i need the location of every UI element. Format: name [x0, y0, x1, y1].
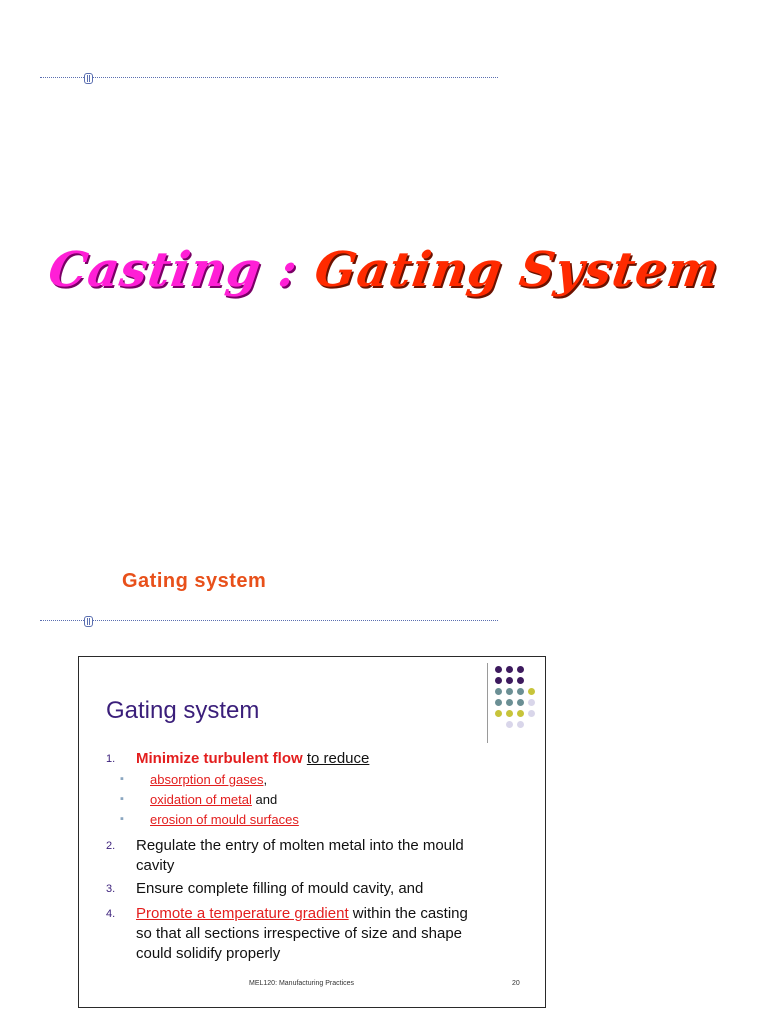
bullet-icon: ▪: [120, 813, 124, 825]
sub-item-red-text: oxidation of metal: [150, 792, 252, 807]
item-text-line: could solidify properly: [136, 945, 281, 962]
item-underlined-text: to reduce: [306, 750, 370, 767]
decorative-dot: [506, 677, 513, 684]
decorative-dot: [506, 721, 513, 728]
middle-divider: [40, 616, 498, 626]
decorative-dot: [517, 666, 524, 673]
item-number: 1.: [106, 753, 116, 765]
title-part-casting: Casting :: [45, 242, 320, 298]
sub-item-red-text: absorption of gases: [150, 772, 264, 787]
decorative-dot: [528, 710, 535, 717]
item-number: 2.: [106, 840, 116, 852]
item-number: 4.: [106, 908, 116, 920]
decorative-dot: [517, 721, 524, 728]
slide-image: [78, 656, 546, 1008]
top-divider: [40, 73, 498, 83]
decorative-dot-grid: [495, 666, 555, 738]
section-heading: Gating system: [122, 570, 267, 592]
item-red-text: Minimize turbulent flow: [136, 750, 303, 767]
decorative-dot: [517, 677, 524, 684]
decorative-dot: [495, 677, 502, 684]
bullet-icon: ▪: [120, 773, 124, 785]
decorative-dot: [517, 699, 524, 706]
decorative-dot: [517, 710, 524, 717]
decorative-dot: [506, 666, 513, 673]
item-red-text: Promote a temperature gradient: [136, 905, 349, 922]
decorative-dot: [495, 699, 502, 706]
item-text-line: so that all sections irrespective of size and shape: [136, 925, 463, 942]
item-text-line: Ensure complete filling of mould cavity, and: [136, 880, 424, 897]
decorative-dot: [495, 666, 502, 673]
decorative-dot: [506, 688, 513, 695]
item-text-line: Regulate the entry of molten metal into the mould: [136, 837, 464, 854]
item-text-line: cavity: [136, 857, 175, 874]
footer-page-number: 20: [512, 980, 520, 987]
slide-vertical-rule: [487, 663, 488, 743]
decorative-dot: [517, 688, 524, 695]
page-title: [0, 242, 768, 298]
title-part-gating-system: Gating System: [311, 242, 723, 298]
sub-item-text: ,: [263, 772, 268, 787]
decorative-dot: [528, 699, 535, 706]
decorative-dot: [506, 710, 513, 717]
item-text-line: within the casting: [348, 905, 468, 922]
decorative-dot: [495, 710, 502, 717]
sub-item-red-text: erosion of mould surfaces: [150, 812, 299, 827]
footer-course: MEL120: Manufacturing Practices: [249, 980, 355, 987]
item-number: 3.: [106, 883, 116, 895]
decorative-dot: [495, 688, 502, 695]
decorative-dot: [506, 699, 513, 706]
slide-heading: Gating system: [106, 697, 260, 724]
bullet-icon: ▪: [120, 793, 124, 805]
sub-item-text: and: [251, 792, 278, 807]
decorative-dot: [528, 688, 535, 695]
